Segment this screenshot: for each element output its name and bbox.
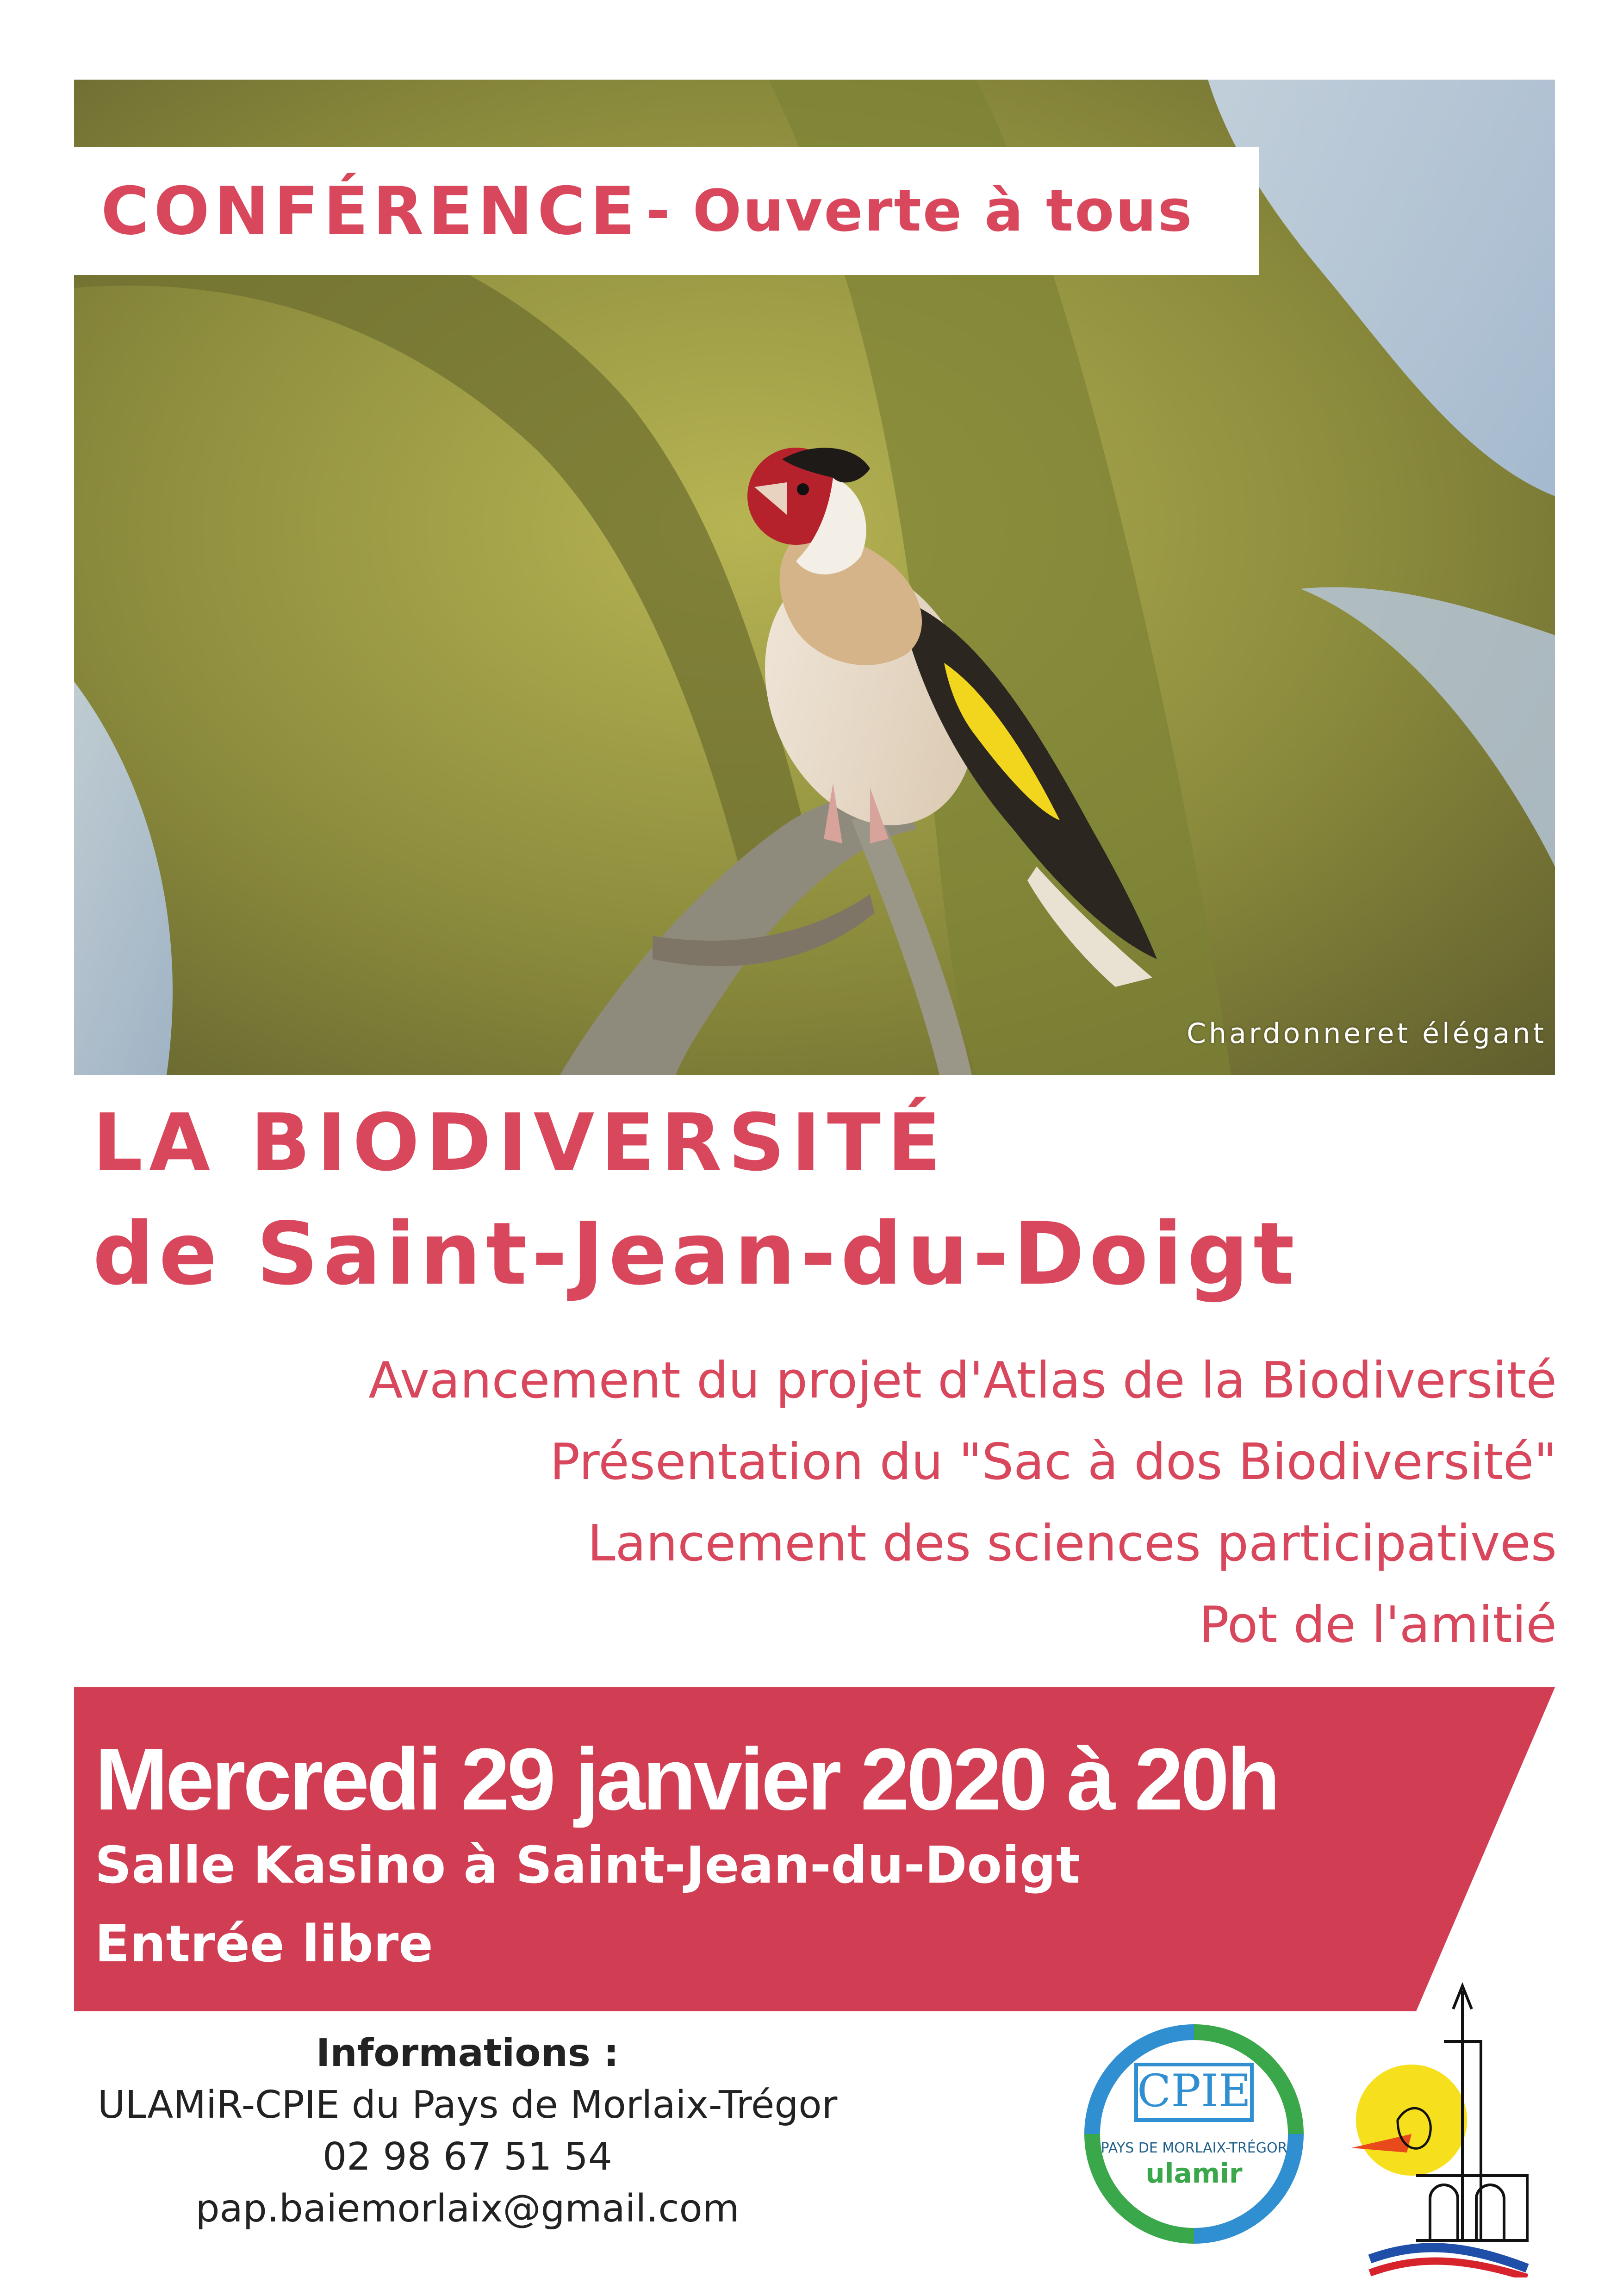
organization-name: ULAMiR-CPIE du Pays de Morlaix-Trégor — [97, 2083, 838, 2127]
email-address: pap.baiemorlaix@gmail.com — [195, 2187, 740, 2231]
program-list — [368, 1340, 1557, 1666]
program-item: Présentation du "Sac à dos Biodiversité" — [549, 1433, 1557, 1491]
conference-label: CONFÉRENCE — [101, 173, 640, 250]
page-subtitle: de Saint-Jean-du-Doigt — [93, 1204, 1300, 1304]
conference-banner — [74, 147, 1259, 275]
cpie-logo-mark: CPIE — [1137, 2065, 1251, 2117]
program-item: Avancement du projet d'Atlas de la Biodiversité — [368, 1352, 1557, 1410]
cpie-ulamir-logo — [1078, 2023, 1310, 2245]
ulamir-logo-name: ulamir — [1145, 2158, 1243, 2189]
contact-info — [37, 2028, 898, 2235]
event-details-panel — [74, 1687, 1555, 2011]
program-item: Pot de l'amitié — [1199, 1596, 1557, 1654]
phone-number: 02 98 67 51 54 — [323, 2135, 612, 2179]
event-entry: Entrée libre — [95, 1914, 433, 1973]
cpie-logo-region: PAYS DE MORLAIX-TRÉGOR — [1101, 2140, 1287, 2156]
event-venue: Salle Kasino à Saint-Jean-du-Doigt — [95, 1835, 1081, 1895]
page-title: LA BIODIVERSITÉ — [93, 1097, 948, 1189]
open-to-all-label: - Ouverte à tous — [646, 178, 1194, 244]
commune-logo — [1342, 1981, 1536, 2277]
info-heading: Informations : — [316, 2031, 619, 2075]
event-date: Mercredi 29 janvier 2020 à 20h — [95, 1730, 1278, 1828]
program-item: Lancement des sciences participatives — [587, 1515, 1557, 1572]
photo-caption: Chardonneret élégant — [1187, 1017, 1547, 1050]
